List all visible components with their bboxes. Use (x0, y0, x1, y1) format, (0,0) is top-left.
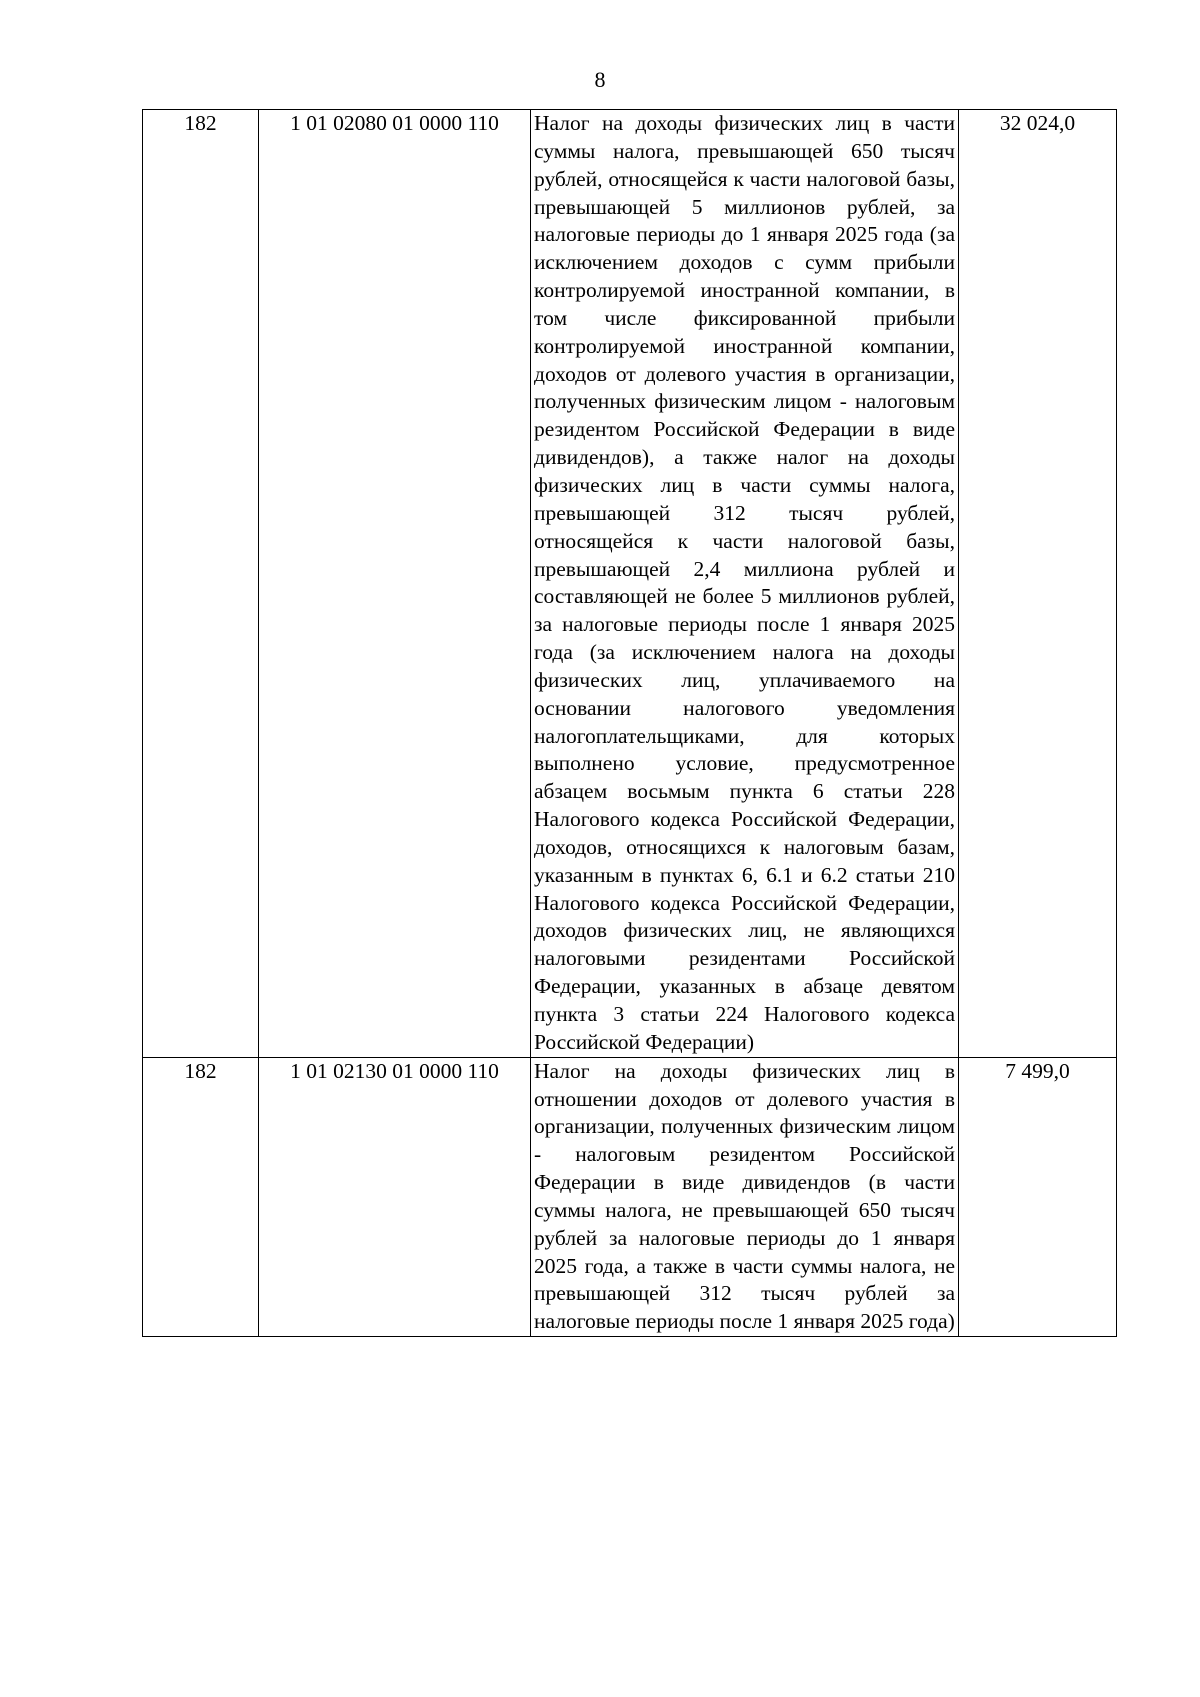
revenue-table (142, 109, 1117, 1337)
table-row (143, 110, 1117, 1058)
revenue-name-cell: Налог на доходы физических лиц в части суммы налога, превышающей 650 тысяч рублей, относящейся к части налоговой базы, превышающей 5 миллионов рублей, за налоговые периоды до 1 января 2025 года (за исключением доходов с сумм прибыли контролируемой иностранной компании, в том числе фиксированной прибыли контролируемой иностранной компании, доходов от долевого участия в организации, полученных физическим лицом - налоговым резидентом Российской Федерации в виде дивидендов), а также налог на доходы физических лиц в части суммы налога, превышающей 312 тысяч рублей, относящейся к части налоговой базы, превышающей 2,4 миллиона рублей и составляющей не более 5 миллионов рублей, за налоговые периоды после 1 января 2025 года (за исключением налога на доходы физических лиц, уплачиваемого на основании налогового уведомления налогоплательщиками, для которых выполнено условие, предусмотренное абзацем восьмым пункта 6 статьи 228 Налогового кодекса Российской Федерации, доходов, относящихся к налоговым базам, указанным в пунктах 6, 6.1 и 6.2 статьи 210 Налогового кодекса Российской Федерации, доходов физических лиц, не являющихся налоговыми резидентами Российской Федерации, указанных в абзаце девятом пункта 3 статьи 224 Налогового кодекса Российской Федерации) (531, 110, 959, 1058)
kbk-code-cell: 1 01 02130 01 0000 110 (259, 1057, 531, 1336)
table-row (143, 1057, 1117, 1336)
amount-cell: 32 024,0 (959, 110, 1117, 1058)
page-number: 8 (594, 67, 606, 92)
admin-code-cell: 182 (143, 110, 259, 1058)
kbk-code-cell: 1 01 02080 01 0000 110 (259, 110, 531, 1058)
amount-cell: 7 499,0 (959, 1057, 1117, 1336)
admin-code-cell: 182 (143, 1057, 259, 1336)
revenue-name-cell: Налог на доходы физических лиц в отношении доходов от долевого участия в организации, полученных физическим лицом - налоговым резидентом Российской Федерации в виде дивидендов (в части суммы налога, не превышающей 650 тысяч рублей за налоговые периоды до 1 января 2025 года, а также в части суммы налога, не превышающей 312 тысяч рублей за налоговые периоды после 1 января 2025 года) (531, 1057, 959, 1336)
